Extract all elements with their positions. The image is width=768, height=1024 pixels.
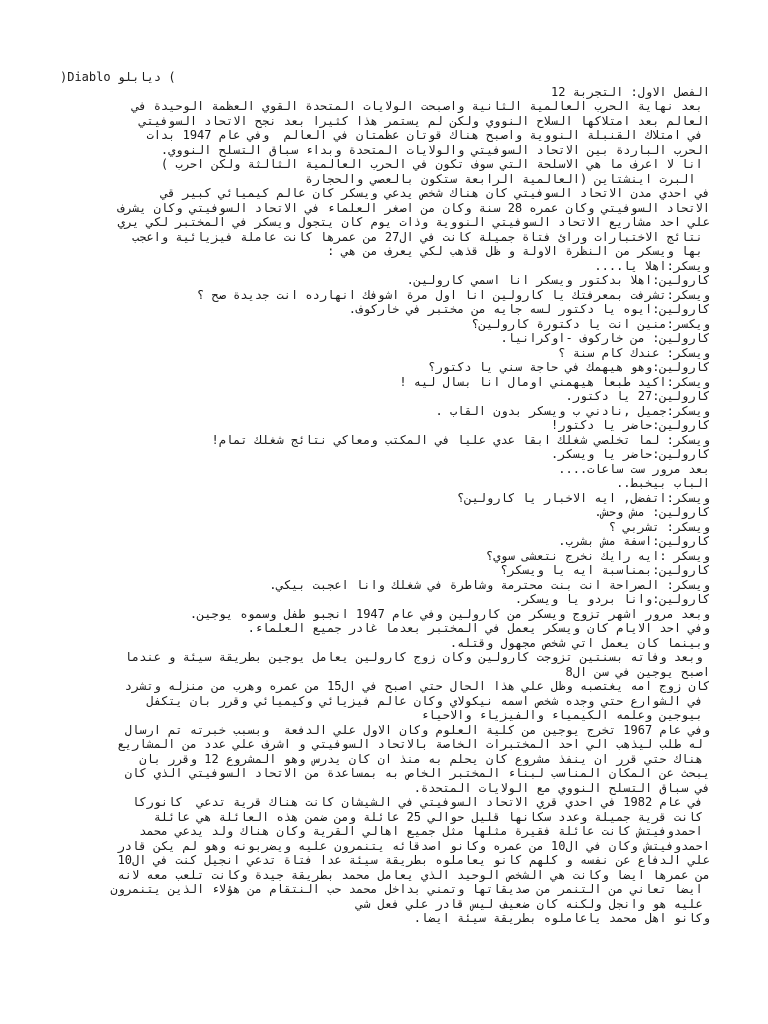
text-line: بها ويسكر من النظرة الاولة و ظل قذهب لكي يعرف من هي : (327, 244, 710, 258)
text-line: ويسكر:جميل ,نادني ب ويسكر بدون القاب . (435, 403, 710, 418)
text-line: وبينما كان يعمل اتي شخص مجهول وقتله. (449, 635, 710, 650)
text-line: ويسكر:اهلا يا.... (594, 258, 710, 273)
text-line: كارولين: مش وحش. (594, 505, 710, 519)
text-line: في امتلاك القنبلة النووية واصبح هناك قوتان عظمتان في العالم وفي عام 1947 بدات (146, 128, 710, 142)
text-line: ويسكر: تشربي ؟ (608, 519, 710, 534)
text-line: الفصل الاول: التجربة 12 (551, 84, 710, 99)
text-line: ايضا تعاني من التنمر من صديقاتها وتمني بداخل محمد حب النتقام من هؤلاء الذين يتنمرون (110, 882, 710, 896)
text-line: كارولين:حاضر يا دكتور! (551, 418, 710, 432)
text-line: الباب بيخبط.. (616, 476, 710, 490)
text-line: ويسكر: الصراحة انت بنت محترمة وشاطرة في شغلك وانا اعجبت بيكي. (269, 577, 710, 592)
text-line: ويسكر: عندك كام سنة ؟ (558, 345, 710, 360)
text-line: علي احد مشاريع الاتحاد السوفيتي النووية وذات يوم كان يتجول ويسكر في المختبر لكي يري (117, 215, 710, 229)
text-line: بعد مرور ست ساعات.... (558, 461, 710, 476)
document-title: )Diablo دیابلو ( (60, 70, 176, 84)
text-line: يبحث عن المكان المناسب لبناء المختبر الخاص به بمساعدة من الاتحاد السوفيتي الذي كان (124, 766, 710, 780)
text-line: وفي عام 1967 تخرج يوجين من كلية العلوم وكان الاول علي الدفعة وبسبب خبرته تم ارسال (124, 722, 710, 737)
text-line: كارولين:اسفة مش بشرب. (558, 534, 710, 548)
document-body (60, 70, 710, 926)
text-line: كارولين: من خاركوف -اوكرانيا. (500, 331, 710, 345)
text-line: بعد نهاية الحرب العالمية الثانية واصبحت الولايات المتحدة القوي العظمة الوحيدة في (132, 99, 710, 113)
text-line: البرت اينشتاين (العالمية الرابعة ستكون بالعصي والحجارة (305, 171, 710, 186)
text-line: كان زوج امه يغتصبه وظل علي هذا الحال حتي اصبح في ال15 من عمره وهرب من منزله وتشرد (124, 679, 710, 693)
text-line: الاتحاد السوفيتي وكان عمره 28 سنة وكان من اصغر العلماء في الاتحاد السوفيتي وكان يشرف (117, 200, 710, 215)
text-line: بيوجين وعلمه الكيمياء والفيزياء والاحياء (421, 708, 710, 722)
text-line: كارولين:حاضر يا ويسكر. (551, 447, 710, 461)
text-line: من عمرها ايضا وكانت هي الشخص الوحيد الذي يعامل محمد بطريقة جيدة وكانت تلعب معه لانه (117, 867, 710, 882)
text-line: كارولين:ايوه يا دكتور لسه جايه من مختبر في خاركوف. (348, 302, 710, 316)
text-line: اصبح يوجين في سن ال8 (565, 664, 710, 679)
text-line: وبعد مرور اشهر تزوج ويسكر من كارولين وفي عام 1947 انجبو طفل وسموه يوجين. (189, 606, 710, 621)
text-line: كارولين:وهو هيهمك في حاجة سني يا دكتور؟ (428, 360, 710, 374)
text-line: كارولين:وانا بردو يا ويسكر. (514, 592, 710, 606)
text-line: في سباق التسلح النووي مع الولايات المتحدة. (413, 780, 710, 795)
text-line: كارولين:بمناسبة ايه يا ويسكر؟ (500, 563, 710, 577)
text-line: احمدوفيتش كانت عائلة فقيرة مثلها مثل جميع اهالي القرية وكان هناك ولد يدعي محمد (139, 824, 710, 838)
text-line: ويسكر:اكيد طبعا هيهمني اومال انا بسال ليه ! (399, 374, 710, 389)
text-line: الحرب الباردة بين الاتحاد السوفيتي والولايات المتحدة وبداء سباق التسلح النووي. (160, 142, 710, 157)
text-line: وكانو اهل محمد ياعاملوه بطريقة سيئة ايضا. (413, 911, 710, 925)
text-line: في عام 1982 في احدي قري الاتحاد السوفيتي في الشيشان كانت هناك قرية تدعي كانوركا (132, 795, 710, 809)
text-line: ويسكر :ايه رايك نخرج نتعشى سوي؟ (486, 548, 710, 563)
text-line: كارولين:27 يا دكتور. (565, 389, 710, 403)
text-line: كارولين:اهلا بدكتور ويسكر انا اسمي كارولين. (406, 273, 710, 287)
text-line: في الشوارع حتي وجده شخص اسمه نيكولاي وكان عالم فيزيائي وكيميائي وقرر بان يتكفل (146, 693, 710, 708)
text-line: انا لا اعرف ما هي الاسلحة التي سوف تكون في الحرب العالمية الثالثة ولكن احرب ) (160, 157, 710, 171)
text-line: ويكسر:منين انت يا دكتورة كارولين؟ (471, 316, 710, 331)
text-line: احمدوفيتش وكان في ال10 من عمره وكانو اصدقائه يتنمرون عليه ويضربونه وهو لم يكن قادر (117, 838, 710, 853)
document-lines (60, 85, 710, 926)
text-line: كانت قرية جميلة وعدد سكانها قليل حوالي 25 عائلة ومن ضمن هذه العائلة هي عائلة (153, 809, 710, 824)
text-line: علي الدفاع عن نفسه و كلهم كانو يعاملوه بطريقة سيئة عدا فتاة تدعي انجيل كنت في ال10 (117, 853, 710, 867)
text-line: هناك حتي قرر ان ينفذ مشروع كان يحلم به منذ ان كان يدرس وهو المشروع 12 وقرر بان (139, 751, 710, 766)
text-line: عليه هو وانجل ولكنه كان ضعيف ليس قادر علي فعل شي (355, 896, 710, 911)
text-line: نتائج الاختبارات ورائ فتاة جميلة كانت في ال27 من عمرها كانت عاملة فيزيائية واعجب (132, 229, 710, 244)
text-line: ويسكر:اتفضل, ايه الاخبار يا كارولين؟ (457, 490, 710, 505)
text-line: ويسكر: لما تخلصي شغلك ابقا عدي عليا في المكتب ومعاكي نتائج شغلك تمام! (211, 432, 710, 447)
text-line: ويسكر:تشرفت بمعرفتك يا كارولين انا اول مرة اشوفك انهارده انت جديدة صح ؟ (197, 287, 710, 302)
text-line: له طلب ليذهب الي احد المختبرات الخاصة بالاتحاد السوفيتي و اشرف علي عدد من المشاريع (117, 737, 710, 751)
text-line: في احدي مدن الاتحاد السوفيتي كان هناك شخص يدعي ويسكر كان عالم كيميائي كبير قي (160, 186, 710, 200)
text-line: العالم بعد امتلاكها السلاح النووي ولكن لم يستمر هذا كثيرا بعد نجح الاتحاد السوفيتي (139, 113, 710, 128)
text-line: وبعد وفاته بسنتين تزوجت كارولين وكان زوج كارولين يعامل يوجين بطريقة سيئة و عندما (124, 650, 710, 664)
text-line: وفي احد الايام كان ويسكر يعمل في المختبر بعدما غادر جميع العلماء. (247, 621, 710, 635)
